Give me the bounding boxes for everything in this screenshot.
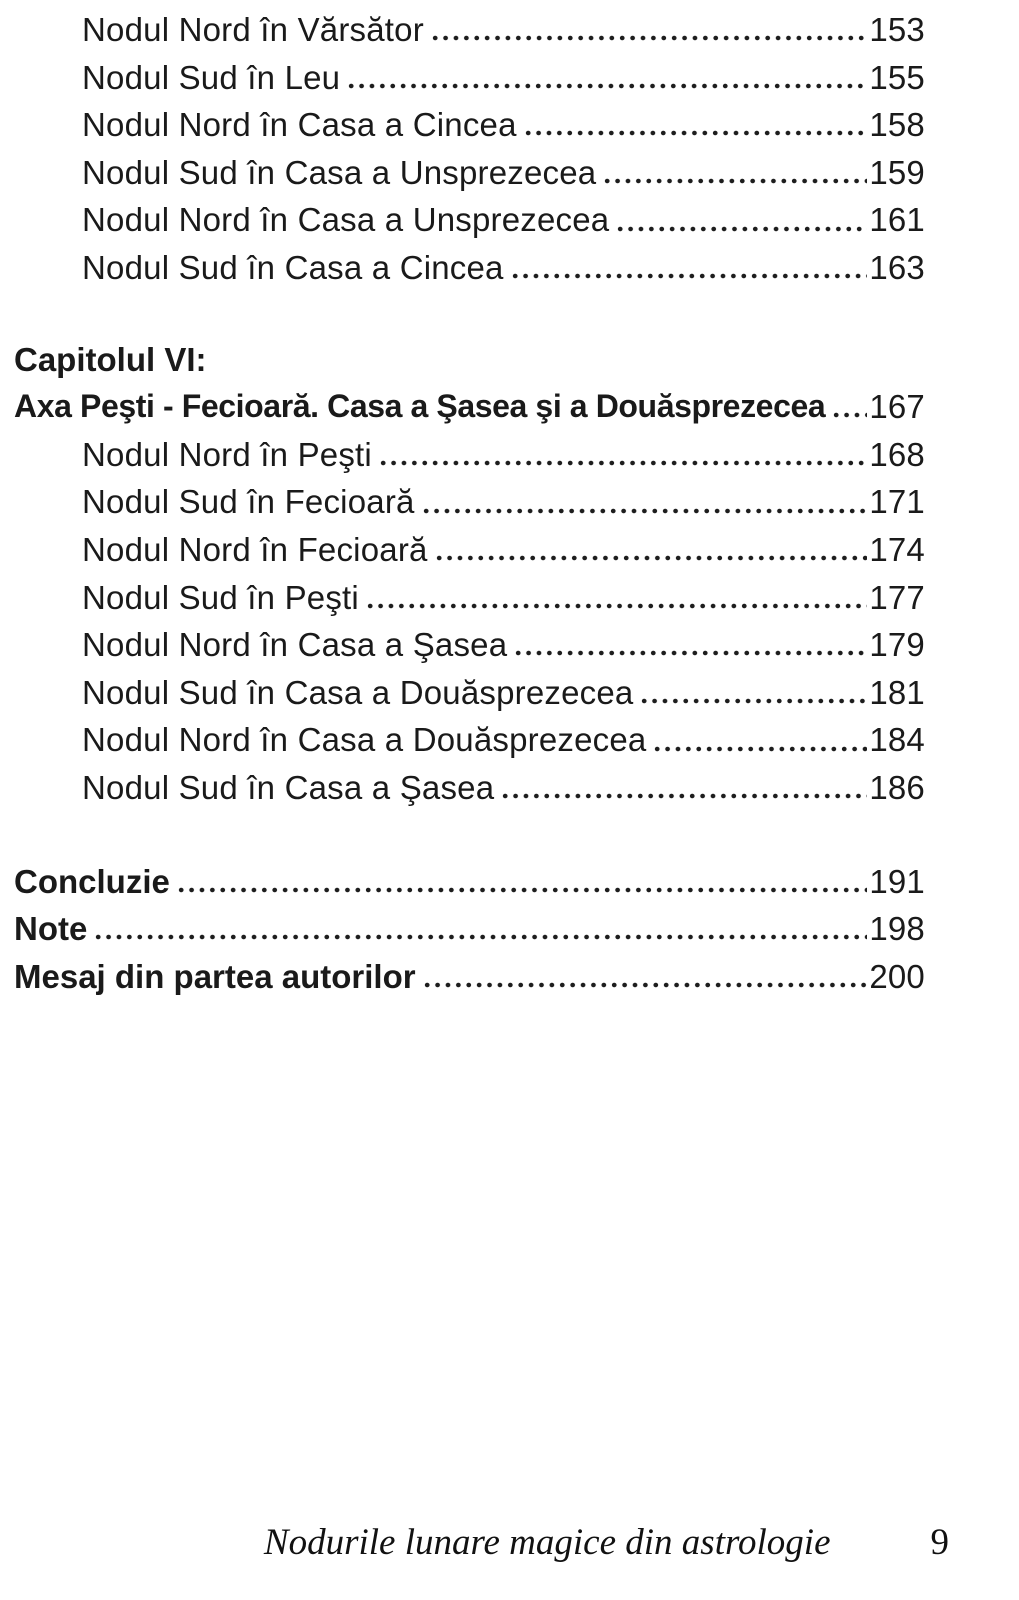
- toc-entry-label: Nodul Nord în Casa a Douăsprezecea: [82, 721, 647, 759]
- toc-entry-page: 155: [869, 58, 925, 96]
- toc-entry-label: Nodul Nord în Fecioară: [82, 530, 428, 568]
- dot-leader: [615, 196, 867, 244]
- toc-entry: [82, 478, 925, 526]
- toc-entry-page: 159: [869, 153, 925, 191]
- chapter-title: Axa Peşti - Fecioară. Casa a Şasea şi a Douăsprezecea: [14, 388, 826, 425]
- toc-entry-page: 191: [869, 862, 925, 900]
- dot-leader: [422, 953, 868, 1001]
- toc-entry-page: 158: [869, 106, 925, 144]
- dot-leader: [639, 669, 867, 717]
- chapter-block: [14, 336, 925, 812]
- toc-entry-page: 168: [869, 435, 925, 473]
- toc-entry: [82, 574, 925, 622]
- toc-entry: [82, 431, 925, 479]
- chapter-title-row: [14, 383, 925, 431]
- toc-entry-label: Nodul Nord în Casa a Cincea: [82, 106, 517, 144]
- dot-leader: [421, 478, 868, 526]
- toc-entry: [82, 669, 925, 717]
- toc-entry-label: Nodul Nord în Casa a Şasea: [82, 626, 508, 664]
- dot-leader: [602, 149, 867, 197]
- toc-entry-page: 181: [869, 673, 925, 711]
- toc-entry-page: 179: [869, 626, 925, 664]
- toc-entry-label: Nodul Sud în Casa a Şasea: [82, 768, 495, 806]
- toc-entry-page: 186: [869, 768, 925, 806]
- toc-entry-label: Nodul Sud în Fecioară: [82, 483, 415, 521]
- dot-leader: [652, 716, 867, 764]
- chapter-heading: Capitolul VI:: [14, 340, 207, 378]
- dot-leader: [500, 764, 867, 812]
- toc-entry: [14, 905, 925, 953]
- dot-leader: [365, 574, 867, 622]
- dot-leader: [430, 6, 867, 54]
- toc-entry: [82, 764, 925, 812]
- toc-list-top: [14, 6, 925, 292]
- dot-leader: [831, 383, 867, 431]
- toc-list-bottom: [14, 858, 925, 1001]
- toc-entry: [82, 716, 925, 764]
- toc-entry-label: Nodul Sud în Casa a Unsprezecea: [82, 153, 597, 191]
- toc-entry: [82, 6, 925, 54]
- toc-list-chapter: [14, 431, 925, 812]
- toc-entry-label: Concluzie: [14, 862, 170, 900]
- toc-entry: [82, 54, 925, 102]
- dot-leader: [510, 244, 868, 292]
- dot-leader: [93, 905, 867, 953]
- toc-entry-page: 163: [869, 248, 925, 286]
- dot-leader: [434, 526, 868, 574]
- toc-entry-page: 184: [869, 721, 925, 759]
- toc-entry-page: 171: [869, 483, 925, 521]
- toc-entry: [14, 858, 925, 906]
- toc-entry-label: Nodul Sud în Casa a Cincea: [82, 248, 504, 286]
- toc-entry-page: 153: [869, 11, 925, 48]
- toc-entry: [82, 244, 925, 292]
- toc-entry: [82, 621, 925, 669]
- toc-entry-label: Nodul Nord în Vărsător: [82, 11, 424, 48]
- toc-entry: [82, 196, 925, 244]
- toc-entry-label: Note: [14, 910, 88, 948]
- footer-book-title: Nodurile lunare magice din astrologie: [263, 1522, 831, 1563]
- toc-entry-label: Nodul Nord în Casa a Unsprezecea: [82, 201, 610, 239]
- toc-entry-label: Nodul Nord în Peşti: [82, 435, 372, 473]
- toc-entry-label: Mesaj din partea autorilor: [14, 957, 416, 995]
- chapter-page-number: 167: [869, 388, 925, 426]
- toc-entry-label: Nodul Sud în Casa a Douăsprezecea: [82, 673, 634, 711]
- dot-leader: [378, 431, 867, 479]
- toc-entry-page: 200: [869, 957, 925, 995]
- page-footer: [0, 1521, 949, 1564]
- toc-entry-page: 161: [869, 201, 925, 239]
- toc-entry: [14, 953, 925, 1001]
- toc-entry: [82, 149, 925, 197]
- toc-entry-page: 174: [869, 530, 925, 568]
- dot-leader: [346, 54, 867, 102]
- toc-entry: [82, 101, 925, 149]
- toc-entry-label: Nodul Sud în Peşti: [82, 578, 359, 616]
- toc-entry-label: Nodul Sud în Leu: [82, 58, 341, 96]
- dot-leader: [513, 621, 867, 669]
- dot-leader: [176, 858, 867, 906]
- toc-entry-page: 177: [869, 578, 925, 616]
- dot-leader: [523, 101, 868, 149]
- toc-entry: [82, 526, 925, 574]
- footer-page-number: 9: [930, 1522, 949, 1563]
- toc-entry-page: 198: [869, 910, 925, 948]
